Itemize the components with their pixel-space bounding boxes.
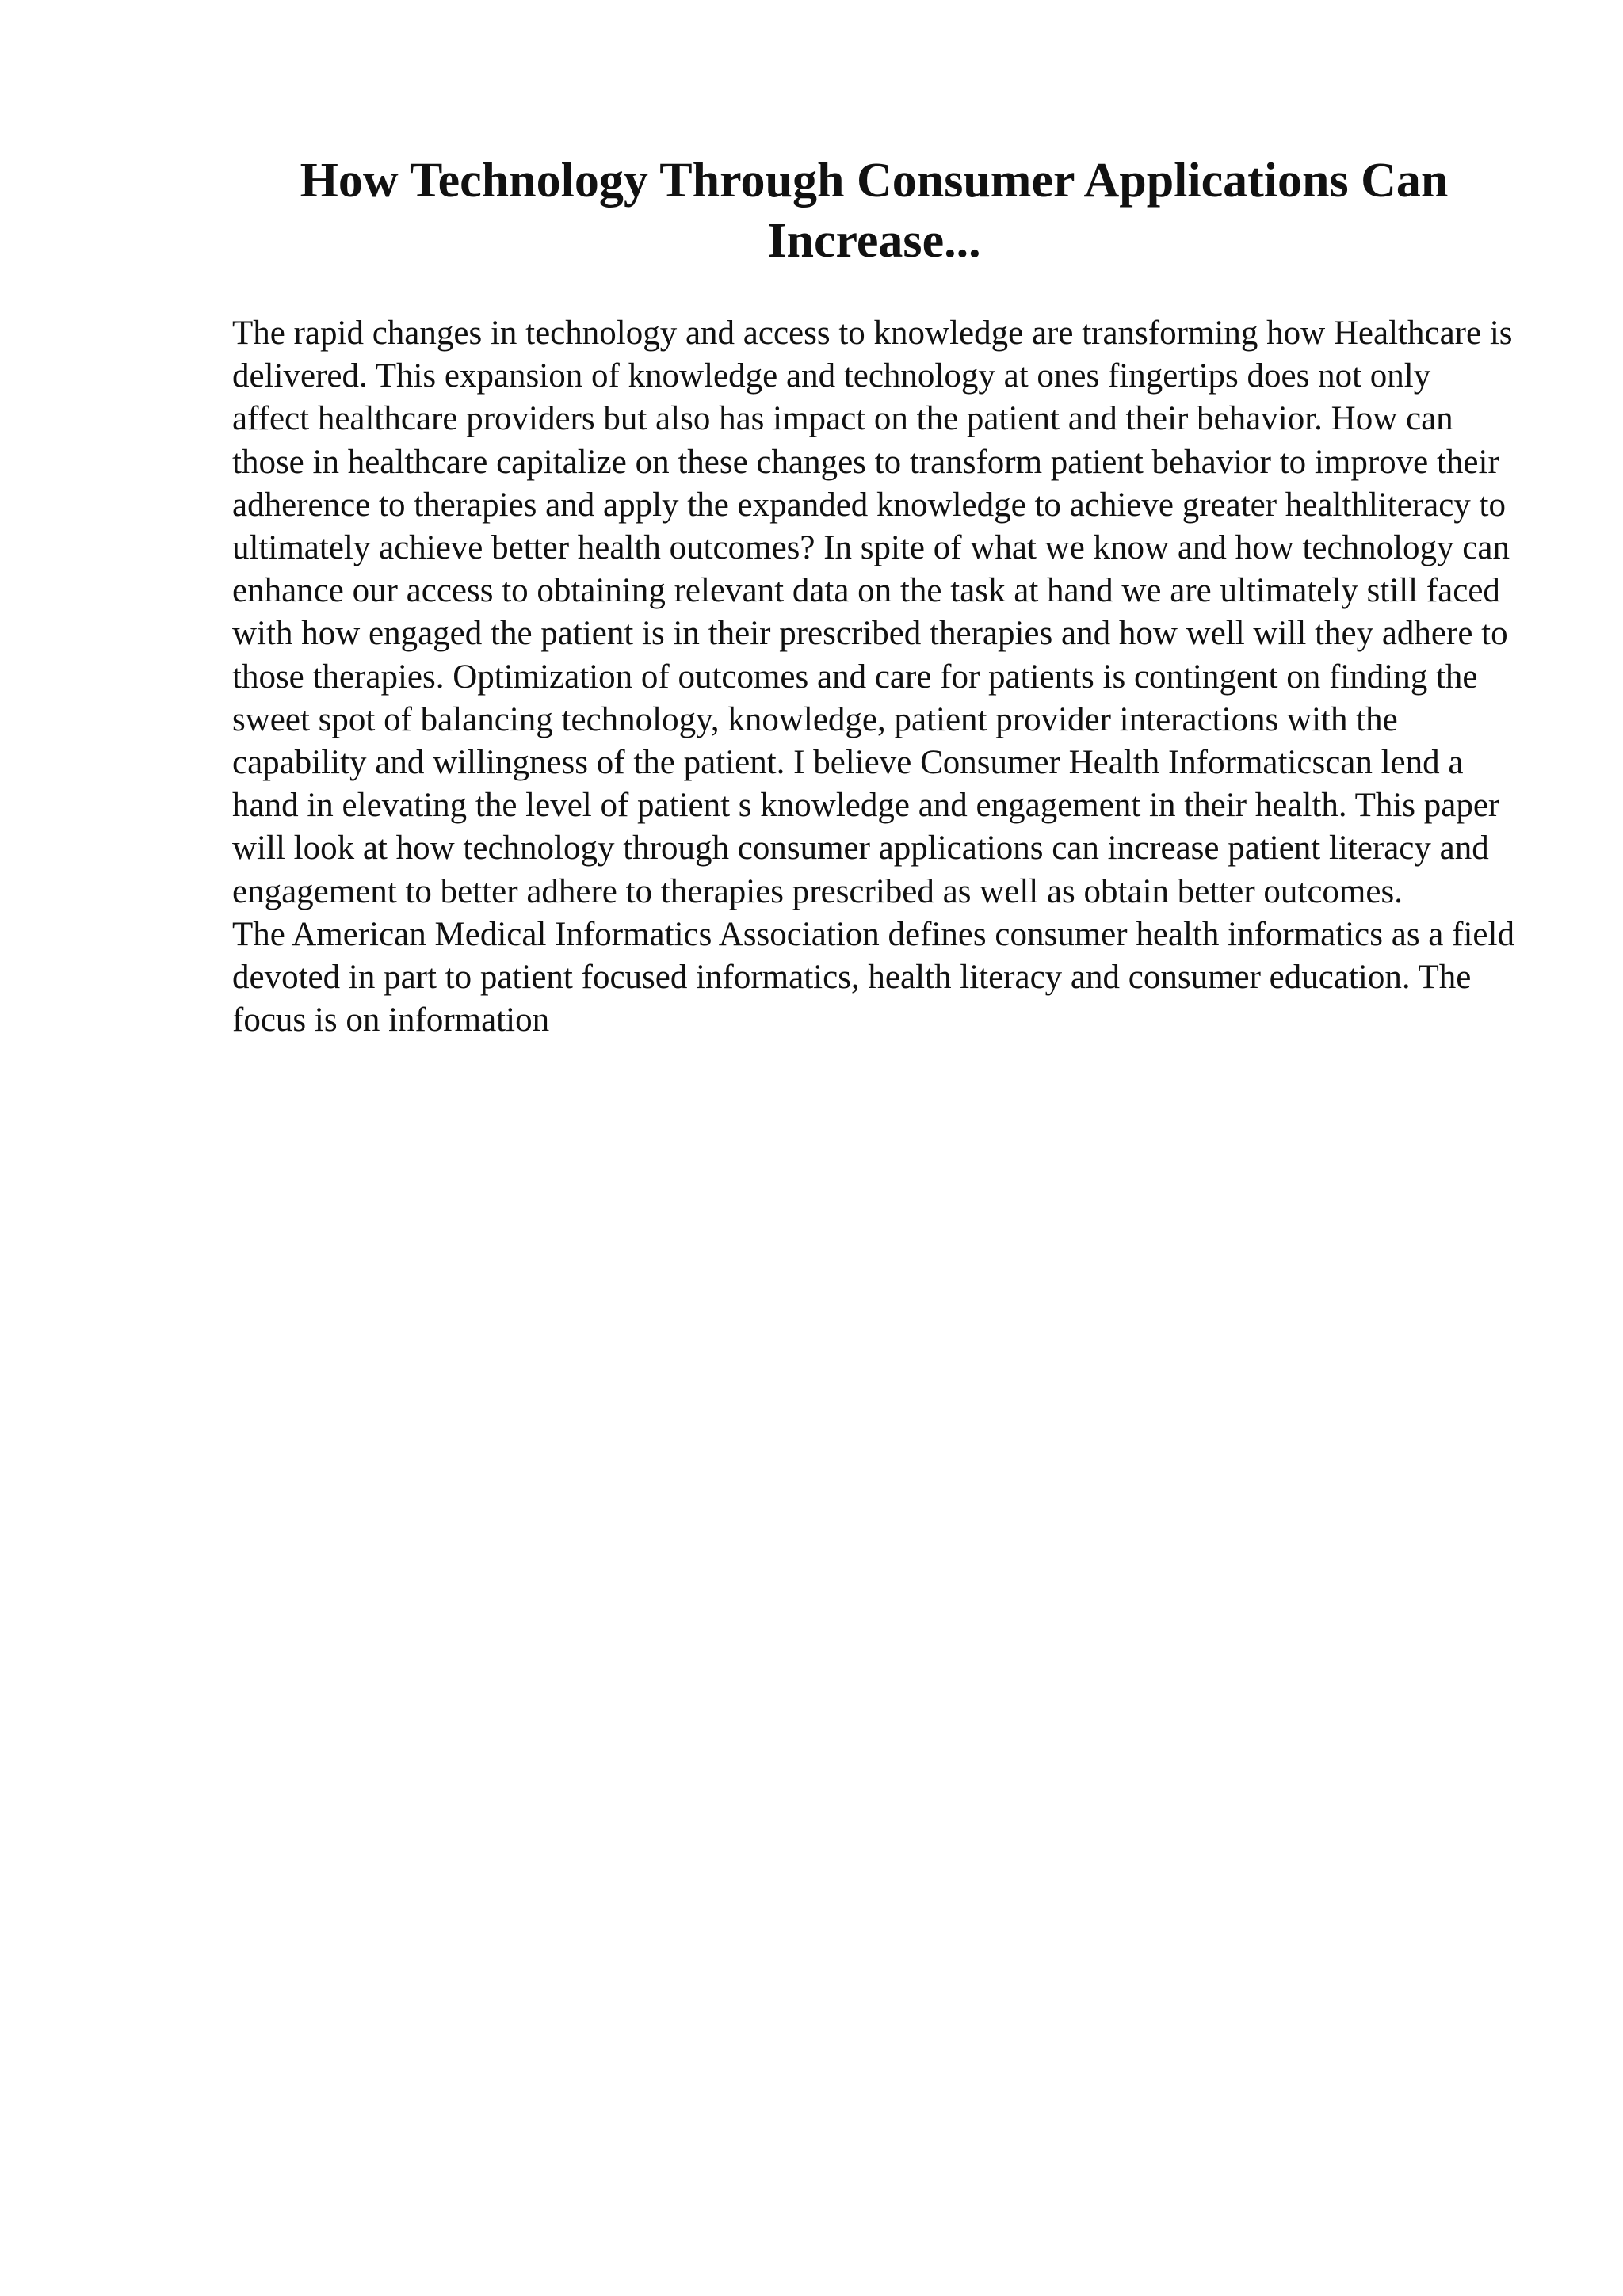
document-title: How Technology Through Consumer Applications Can Increase...	[300, 154, 1449, 268]
document-content	[232, 151, 1516, 1042]
body-paragraph-2: The American Medical Informatics Association defines consumer health informatics as a field devoted in part to patient focused informatics, health literacy and consumer education. The focus is on information	[232, 915, 1514, 1039]
body-paragraph-1: The rapid changes in technology and access to knowledge are transforming how Healthcare is delivered. This expansion of knowledge and technology at ones fingertips does not only affect healthcare providers but also has impact on the patient and their behavior. How can those in healthcare capitalize on these changes to transform patient behavior to improve their adherence to therapies and apply the expanded knowledge to achieve greater healthliteracy to ultimately achieve better health outcomes? In spite of what we know and how technology can enhance our access to obtaining relevant data on the task at hand we are ultimately still faced with how engaged the patient is in their prescribed therapies and how well will they adhere to those therapies. Optimization of outcomes and care for patients is contingent on finding the sweet spot of balancing technology, knowledge, patient provider interactions with the capability and willingness of the patient. I believe Consumer Health Informaticscan lend a hand in elevating the level of patient s knowledge and engagement in their health. This paper will look at how technology through consumer applications can increase patient literacy and engagement to better adhere to therapies prescribed as well as obtain better outcomes.	[232, 315, 1513, 910]
